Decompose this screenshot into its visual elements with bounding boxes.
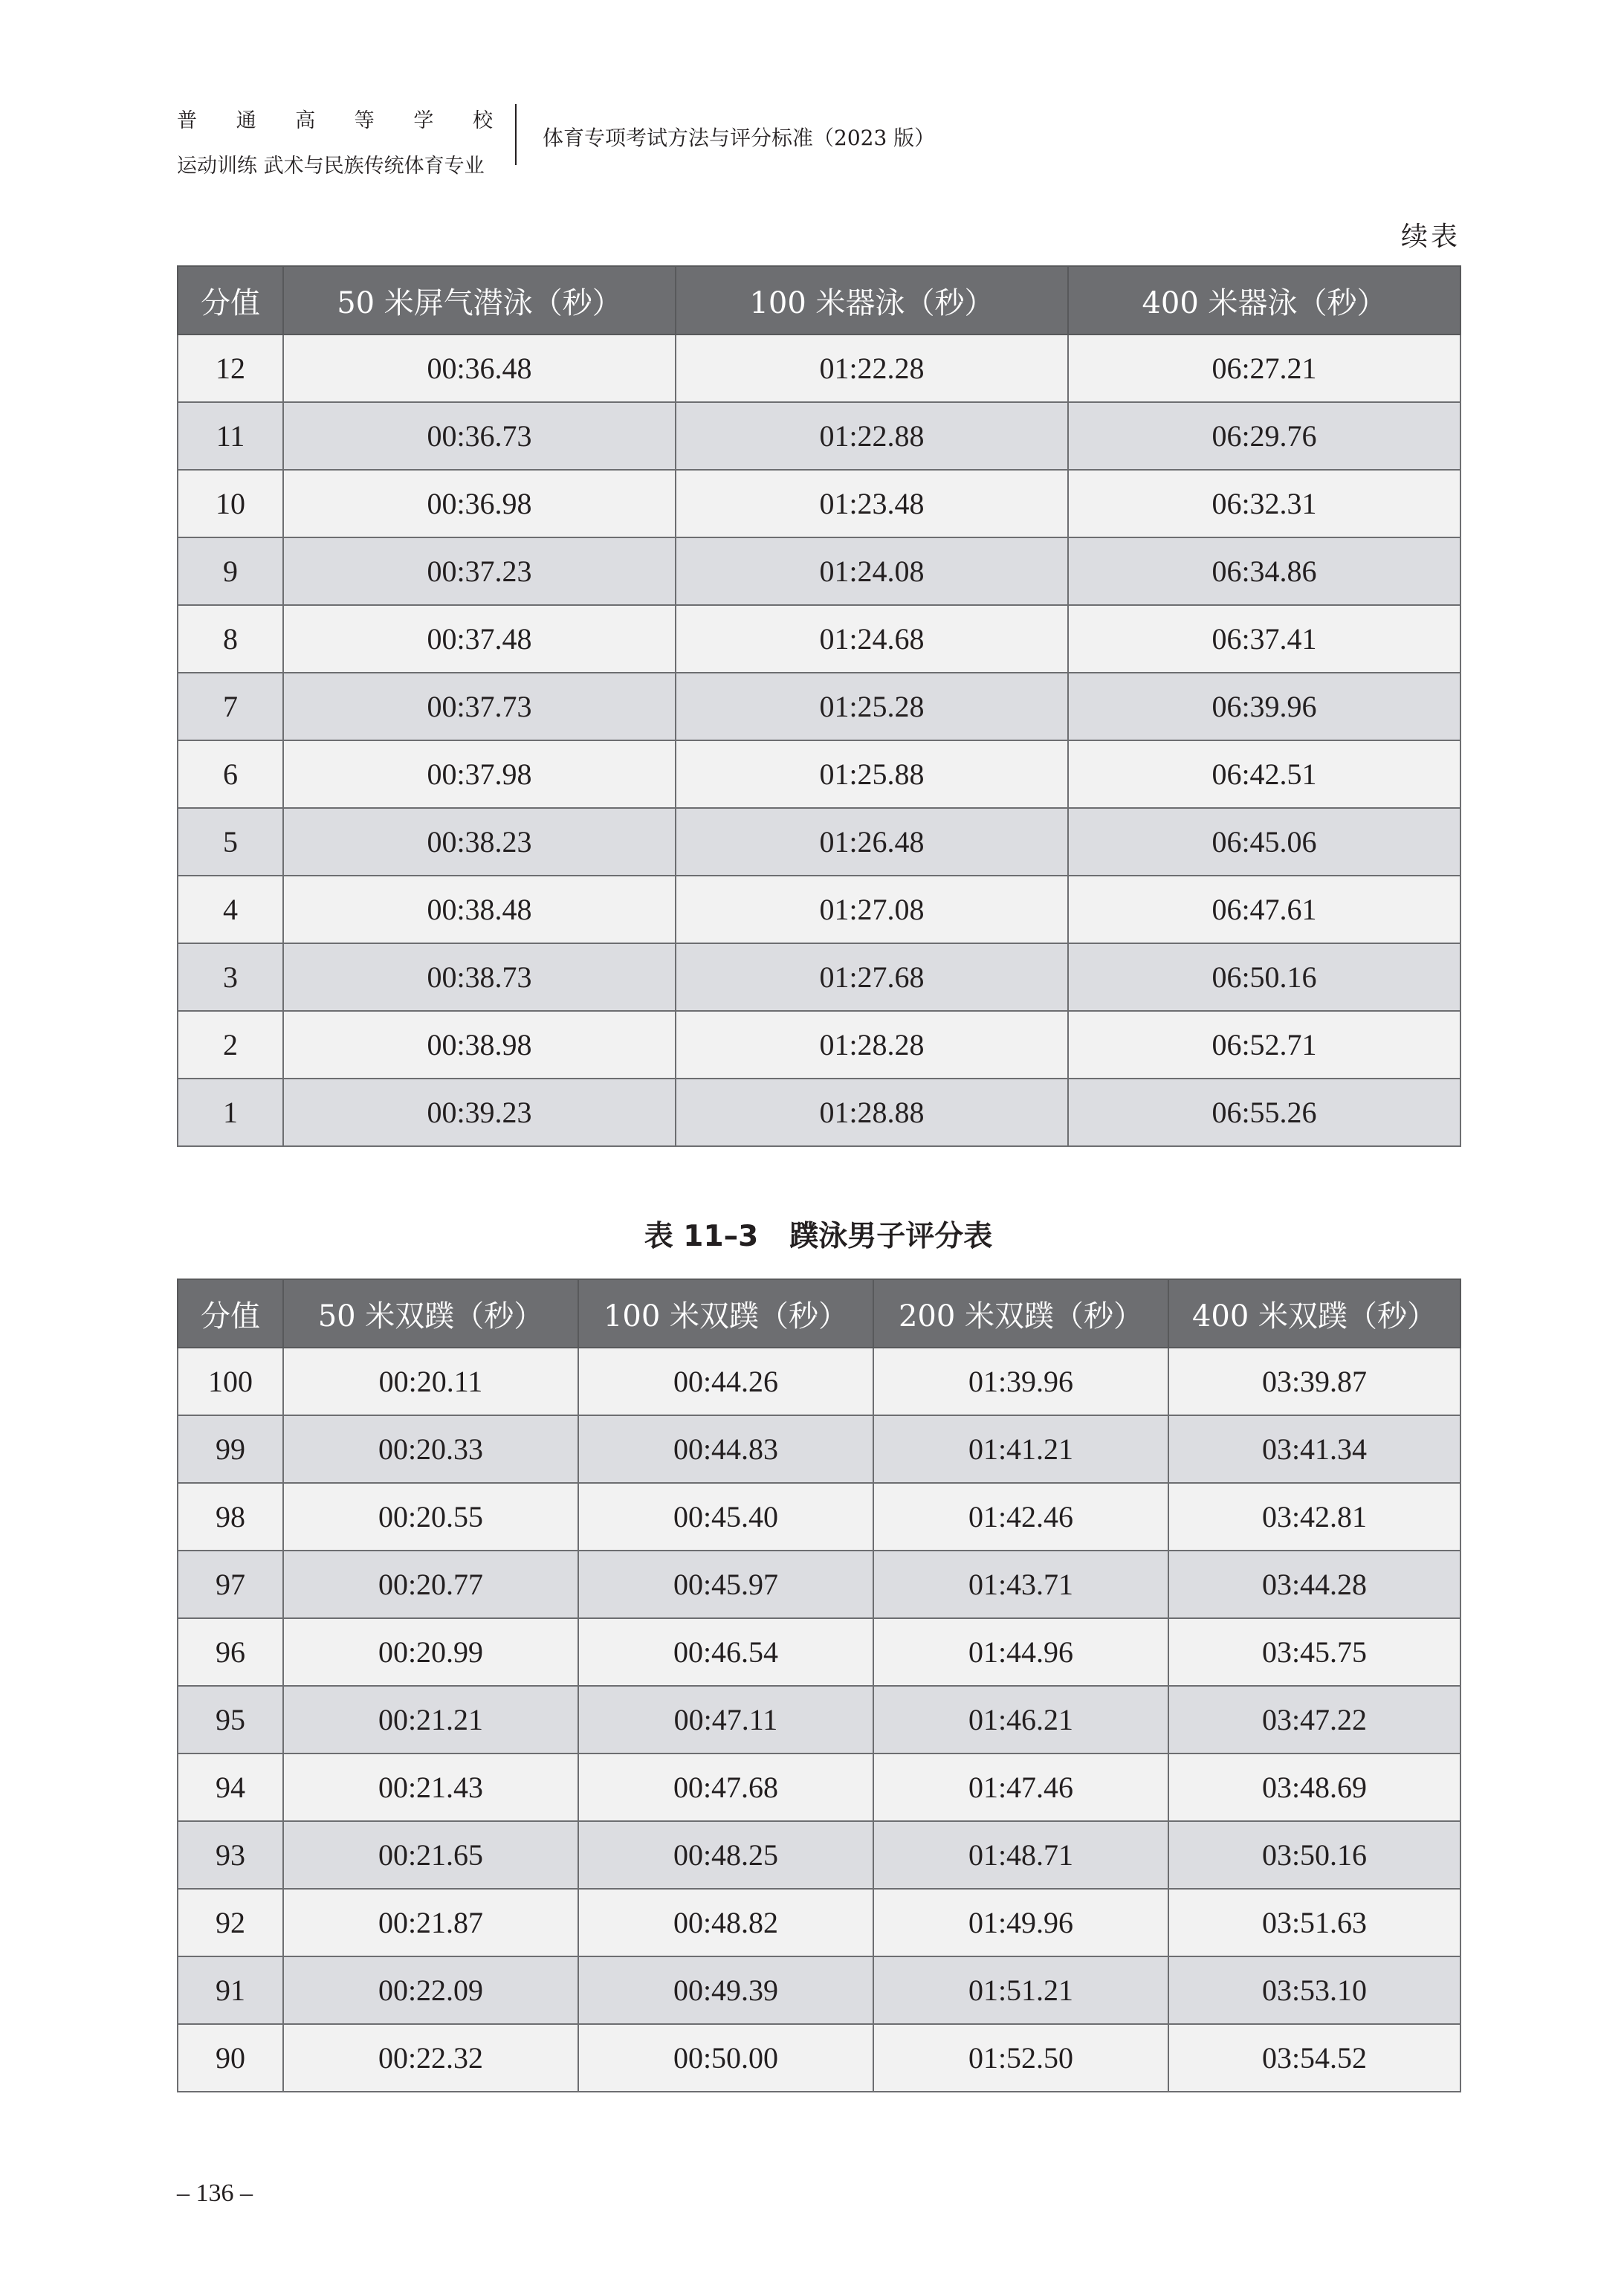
table-body [178, 1348, 1460, 2092]
time-cell: 00:37.48 [283, 605, 676, 673]
time-cell: 01:39.96 [873, 1348, 1168, 1415]
table-row [178, 740, 1460, 808]
time-cell: 00:48.82 [578, 1889, 873, 1956]
table-row [178, 943, 1460, 1011]
table-row [178, 673, 1460, 740]
score-cell: 93 [178, 1821, 283, 1889]
time-cell: 00:22.09 [283, 1956, 578, 2024]
table-header-row [178, 266, 1460, 334]
time-cell: 03:47.22 [1168, 1686, 1460, 1753]
score-cell: 7 [178, 673, 283, 740]
table-row [178, 1686, 1460, 1753]
time-cell: 03:44.28 [1168, 1551, 1460, 1618]
time-cell: 00:20.99 [283, 1618, 578, 1686]
header-school [177, 104, 493, 133]
column-header: 400 米双蹼（秒） [1168, 1279, 1460, 1348]
time-cell: 00:20.55 [283, 1483, 578, 1551]
time-cell: 00:21.87 [283, 1889, 578, 1956]
time-cell: 03:48.69 [1168, 1753, 1460, 1821]
score-cell: 3 [178, 943, 283, 1011]
header-school-char: 等 [354, 109, 375, 132]
time-cell: 06:42.51 [1068, 740, 1460, 808]
score-cell: 100 [178, 1348, 283, 1415]
score-cell: 1 [178, 1079, 283, 1146]
time-cell: 01:25.28 [676, 673, 1068, 740]
time-cell: 00:38.48 [283, 876, 676, 943]
time-cell: 01:28.28 [676, 1011, 1068, 1079]
table-row [178, 402, 1460, 470]
table-row [178, 1348, 1460, 1415]
table-header-row [178, 1279, 1460, 1348]
score-cell: 94 [178, 1753, 283, 1821]
column-header: 分值 [178, 266, 283, 334]
time-cell: 00:37.73 [283, 673, 676, 740]
time-cell: 03:45.75 [1168, 1618, 1460, 1686]
time-cell: 01:23.48 [676, 470, 1068, 537]
score-cell: 98 [178, 1483, 283, 1551]
header-book-title: 体育专项考试方法与评分标准（2023 版） [543, 126, 936, 150]
score-cell: 11 [178, 402, 283, 470]
table-row [178, 2024, 1460, 2092]
score-cell: 8 [178, 605, 283, 673]
time-cell: 00:36.98 [283, 470, 676, 537]
table-row [178, 1753, 1460, 1821]
score-cell: 5 [178, 808, 283, 876]
time-cell: 00:37.23 [283, 537, 676, 605]
header-school-char: 通 [236, 109, 256, 132]
time-cell: 00:45.40 [578, 1483, 873, 1551]
table-row [178, 470, 1460, 537]
column-header: 100 米双蹼（秒） [578, 1279, 873, 1348]
table-row [178, 1079, 1460, 1146]
time-cell: 00:36.73 [283, 402, 676, 470]
table-row [178, 1889, 1460, 1956]
time-cell: 00:20.11 [283, 1348, 578, 1415]
table-number: 表 11–3 [644, 1220, 759, 1253]
column-header: 50 米屏气潜泳（秒） [283, 266, 676, 334]
table-row [178, 537, 1460, 605]
time-cell: 06:50.16 [1068, 943, 1460, 1011]
time-cell: 01:25.88 [676, 740, 1068, 808]
header-school-char: 学 [413, 109, 434, 132]
time-cell: 01:43.71 [873, 1551, 1168, 1618]
table-row [178, 334, 1460, 402]
score-cell: 99 [178, 1415, 283, 1483]
table-row [178, 1483, 1460, 1551]
time-cell: 06:39.96 [1068, 673, 1460, 740]
table-body [178, 334, 1460, 1146]
table-row [178, 605, 1460, 673]
time-cell: 01:44.96 [873, 1618, 1168, 1686]
time-cell: 01:24.08 [676, 537, 1068, 605]
score-cell: 96 [178, 1618, 283, 1686]
header-school-char: 校 [472, 109, 493, 132]
time-cell: 00:21.21 [283, 1686, 578, 1753]
time-cell: 01:22.28 [676, 334, 1068, 402]
fin-swimming-men-score-table [177, 1279, 1461, 2092]
score-cell: 12 [178, 334, 283, 402]
time-cell: 00:44.83 [578, 1415, 873, 1483]
score-cell: 10 [178, 470, 283, 537]
column-header: 50 米双蹼（秒） [283, 1279, 578, 1348]
table-row [178, 1011, 1460, 1079]
time-cell: 00:36.48 [283, 334, 676, 402]
table-row [178, 876, 1460, 943]
time-cell: 01:51.21 [873, 1956, 1168, 2024]
table-row [178, 1551, 1460, 1618]
score-cell: 4 [178, 876, 283, 943]
header-school-char: 普 [177, 109, 197, 132]
table-row [178, 1618, 1460, 1686]
time-cell: 00:49.39 [578, 1956, 873, 2024]
time-cell: 00:45.97 [578, 1551, 873, 1618]
column-header: 200 米双蹼（秒） [873, 1279, 1168, 1348]
table-row [178, 1821, 1460, 1889]
score-cell: 97 [178, 1551, 283, 1618]
header-school-char: 高 [295, 109, 316, 132]
time-cell: 00:39.23 [283, 1079, 676, 1146]
time-cell: 06:55.26 [1068, 1079, 1460, 1146]
time-cell: 00:38.73 [283, 943, 676, 1011]
time-cell: 00:37.98 [283, 740, 676, 808]
continued-label: 续表 [1400, 222, 1460, 252]
time-cell: 06:32.31 [1068, 470, 1460, 537]
time-cell: 03:53.10 [1168, 1956, 1460, 2024]
score-cell: 95 [178, 1686, 283, 1753]
time-cell: 06:47.61 [1068, 876, 1460, 943]
time-cell: 00:47.68 [578, 1753, 873, 1821]
column-header: 400 米器泳（秒） [1068, 266, 1460, 334]
time-cell: 00:21.43 [283, 1753, 578, 1821]
table-row [178, 1956, 1460, 2024]
header-left [177, 104, 504, 178]
column-header: 分值 [178, 1279, 283, 1348]
header-divider [515, 104, 517, 165]
time-cell: 01:22.88 [676, 402, 1068, 470]
header-major: 运动训练 武术与民族传统体育专业 [177, 155, 485, 178]
table-caption [177, 1213, 1460, 1255]
table-title: 蹼泳男子评分表 [789, 1220, 993, 1253]
score-cell: 92 [178, 1889, 283, 1956]
column-header: 100 米器泳（秒） [676, 266, 1068, 334]
time-cell: 03:51.63 [1168, 1889, 1460, 1956]
time-cell: 06:27.21 [1068, 334, 1460, 402]
time-cell: 06:52.71 [1068, 1011, 1460, 1079]
time-cell: 01:49.96 [873, 1889, 1168, 1956]
score-cell: 9 [178, 537, 283, 605]
time-cell: 01:47.46 [873, 1753, 1168, 1821]
time-cell: 00:20.77 [283, 1551, 578, 1618]
time-cell: 01:46.21 [873, 1686, 1168, 1753]
time-cell: 06:34.86 [1068, 537, 1460, 605]
time-cell: 01:27.68 [676, 943, 1068, 1011]
time-cell: 03:54.52 [1168, 2024, 1460, 2092]
time-cell: 01:24.68 [676, 605, 1068, 673]
table-row [178, 808, 1460, 876]
score-cell: 91 [178, 1956, 283, 2024]
time-cell: 00:20.33 [283, 1415, 578, 1483]
time-cell: 03:41.34 [1168, 1415, 1460, 1483]
page-number: – 136 – [177, 2179, 253, 2207]
time-cell: 00:48.25 [578, 1821, 873, 1889]
time-cell: 06:29.76 [1068, 402, 1460, 470]
time-cell: 00:22.32 [283, 2024, 578, 2092]
time-cell: 00:46.54 [578, 1618, 873, 1686]
time-cell: 01:41.21 [873, 1415, 1168, 1483]
time-cell: 03:50.16 [1168, 1821, 1460, 1889]
score-table-continued [177, 265, 1461, 1147]
time-cell: 01:48.71 [873, 1821, 1168, 1889]
time-cell: 01:28.88 [676, 1079, 1068, 1146]
time-cell: 01:27.08 [676, 876, 1068, 943]
time-cell: 00:50.00 [578, 2024, 873, 2092]
time-cell: 01:42.46 [873, 1483, 1168, 1551]
score-cell: 90 [178, 2024, 283, 2092]
time-cell: 03:39.87 [1168, 1348, 1460, 1415]
time-cell: 00:21.65 [283, 1821, 578, 1889]
time-cell: 00:47.11 [578, 1686, 873, 1753]
score-cell: 6 [178, 740, 283, 808]
time-cell: 06:37.41 [1068, 605, 1460, 673]
time-cell: 03:42.81 [1168, 1483, 1460, 1551]
time-cell: 01:26.48 [676, 808, 1068, 876]
time-cell: 00:38.23 [283, 808, 676, 876]
time-cell: 01:52.50 [873, 2024, 1168, 2092]
time-cell: 00:44.26 [578, 1348, 873, 1415]
table-row [178, 1415, 1460, 1483]
time-cell: 00:38.98 [283, 1011, 676, 1079]
time-cell: 06:45.06 [1068, 808, 1460, 876]
score-cell: 2 [178, 1011, 283, 1079]
